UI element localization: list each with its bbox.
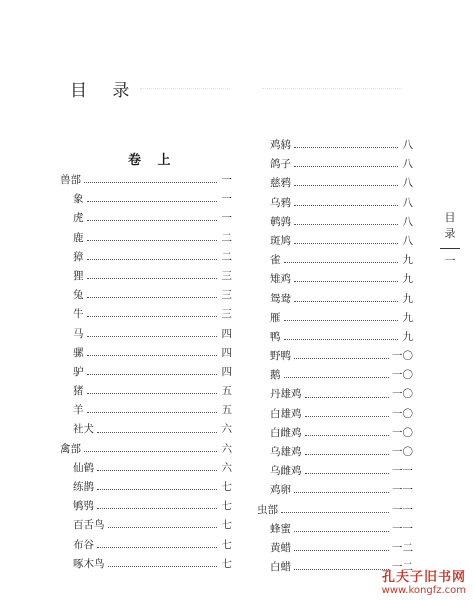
toc-entry: [60, 497, 232, 516]
toc-entry-title: 蜂蜜: [270, 522, 291, 535]
leader-dots: [84, 182, 217, 183]
leader-dots: [305, 435, 390, 436]
toc-entry: [257, 136, 413, 155]
leader-dots: [108, 566, 218, 567]
leader-dots: [87, 201, 218, 202]
toc-entry: [60, 267, 232, 286]
toc-entry-page: 八: [402, 139, 413, 151]
toc-entry-title: 雀: [270, 254, 281, 267]
toc-entry-page: 八: [402, 215, 413, 228]
toc-entry-page: 六: [221, 442, 232, 455]
toc-entry: [60, 516, 232, 535]
toc-entry-page: 五: [221, 385, 232, 398]
toc-entry-page: 一〇: [392, 446, 413, 458]
toc-entry: [257, 520, 413, 539]
running-header: [440, 210, 460, 267]
toc-entry-page: 九: [402, 273, 413, 286]
toc-entry-page: 七: [221, 481, 232, 493]
toc-entry-title: 百舌鸟: [73, 519, 105, 532]
bleed-through-line: [140, 88, 230, 89]
toc-entry-title: 骡: [73, 346, 84, 359]
leader-dots: [284, 377, 390, 378]
toc-entry: [60, 420, 232, 439]
toc-entry: [60, 459, 232, 478]
running-header-rule: [440, 248, 460, 249]
leader-dots: [87, 259, 218, 260]
toc-entry-title: 狸: [73, 269, 84, 282]
toc-entry-title: 猪: [73, 385, 84, 398]
toc-entry-page: 一: [221, 193, 232, 206]
toc-entry-title: 雉鸡: [270, 273, 291, 286]
running-header-label: [440, 210, 460, 242]
toc-entry: [60, 209, 232, 228]
toc-entry-page: 九: [402, 292, 413, 305]
toc-entry: [257, 194, 413, 213]
leader-dots: [305, 397, 390, 398]
toc-entry-page: 六: [221, 423, 232, 436]
toc-entry: [257, 385, 413, 404]
toc-entry-page: 一: [221, 174, 232, 186]
toc-entry-page: 四: [221, 327, 232, 340]
leader-dots: [305, 416, 390, 417]
toc-entry: [257, 174, 413, 193]
leader-dots: [294, 224, 398, 225]
leader-dots: [87, 316, 218, 317]
toc-entry-page: 八: [402, 177, 413, 190]
toc-entry: [257, 155, 413, 174]
toc-entry-title: 虫部: [257, 503, 278, 516]
toc-entry: [257, 539, 413, 558]
toc-entry-title: 兔: [73, 289, 84, 302]
toc-entry-title: 野鸭: [270, 350, 291, 363]
toc-entry: [60, 401, 232, 420]
toc-entry-page: 二: [221, 231, 232, 244]
running-header-char: 目: [444, 211, 456, 224]
toc-section-entry: [257, 501, 413, 520]
leader-dots: [294, 301, 398, 302]
toc-entry: [257, 251, 413, 270]
toc-entry: [60, 190, 232, 209]
toc-entry-title: 白蜡: [270, 561, 291, 574]
leader-dots: [294, 205, 398, 206]
toc-entry-title: 鸽子: [270, 158, 291, 171]
toc-entry-page: 四: [221, 346, 232, 359]
toc-entry-page: 一一: [392, 503, 413, 516]
toc-entry: [257, 290, 413, 309]
toc-entry-title: 马: [73, 327, 84, 340]
toc-entry-page: 一二: [392, 561, 413, 574]
leader-dots: [305, 454, 390, 455]
leader-dots: [294, 185, 398, 186]
toc-entry: [60, 344, 232, 363]
toc-entry-page: 一一: [392, 522, 413, 535]
page-number: 一: [444, 254, 456, 267]
toc-entry-page: 二: [221, 250, 232, 263]
toc-entry-title: 鸭: [270, 330, 281, 343]
toc-entry-title: 白雄鸡: [270, 407, 302, 420]
toc-entry: [257, 481, 413, 500]
leader-dots: [294, 358, 389, 359]
toc-entry-title: 丹雄鸡: [270, 388, 302, 401]
leader-dots: [294, 531, 389, 532]
toc-entry: [60, 248, 232, 267]
leader-dots: [97, 489, 217, 490]
toc-entry: [60, 325, 232, 344]
leader-dots: [87, 278, 218, 279]
leader-dots: [294, 281, 398, 282]
toc-entry-page: 三: [221, 308, 232, 321]
toc-entry-page: 一一: [392, 484, 413, 497]
toc-entry-page: 一〇: [392, 388, 413, 401]
leader-dots: [97, 432, 217, 433]
leader-dots: [294, 492, 389, 493]
leader-dots: [87, 355, 218, 356]
toc-entry: [60, 478, 232, 497]
toc-right-column: [257, 136, 413, 577]
toc-entry: [257, 366, 413, 385]
toc-entry-title: 乌雄鸡: [270, 446, 302, 458]
leader-dots: [284, 320, 399, 321]
toc-entry-title: 慈鸦: [270, 177, 291, 190]
toc-entry-page: 七: [221, 500, 232, 513]
leader-dots: [281, 512, 389, 513]
toc-entry-page: 六: [221, 461, 232, 474]
toc-entry-page: 九: [402, 311, 413, 324]
toc-entry-page: 一〇: [392, 407, 413, 420]
toc-entry: [60, 536, 232, 555]
toc-entry-page: 七: [221, 538, 232, 551]
toc-entry-title: 社犬: [73, 423, 94, 436]
toc-entry-page: 三: [221, 269, 232, 282]
toc-entry-title: 獐: [73, 250, 84, 263]
toc-entry: [257, 328, 413, 347]
leader-dots: [294, 569, 389, 570]
toc-entry: [60, 229, 232, 248]
toc-entry: [257, 443, 413, 462]
toc-entry-title: 鹌鹑: [270, 215, 291, 228]
toc-entry-title: 驴: [73, 365, 84, 378]
toc-entry: [257, 347, 413, 366]
leader-dots: [87, 374, 218, 375]
watermark-url: www.kongfz.com: [381, 585, 466, 596]
toc-entry: [257, 405, 413, 424]
toc-entry-page: 一〇: [392, 426, 413, 439]
leader-dots: [87, 336, 218, 337]
toc-entry-title: 鸳鸯: [270, 292, 291, 305]
toc-entry-title: 鸡鸫: [270, 139, 291, 151]
toc-entry: [60, 286, 232, 305]
toc-entry-page: 七: [221, 519, 232, 532]
toc-entry-title: 练鹊: [73, 481, 94, 493]
leader-dots: [97, 508, 217, 509]
toc-entry-page: 一〇: [392, 350, 413, 363]
toc-entry-page: 九: [402, 330, 413, 343]
leader-dots: [84, 451, 217, 452]
toc-entry: [257, 462, 413, 481]
leader-dots: [294, 243, 398, 244]
toc-entry-page: 九: [402, 254, 413, 267]
toc-entry-page: 一二: [392, 541, 413, 554]
leader-dots: [294, 166, 398, 167]
toc-entry-page: 四: [221, 365, 232, 378]
toc-entry-page: 一〇: [392, 369, 413, 382]
toc-entry-title: 象: [73, 193, 84, 206]
leader-dots: [108, 527, 218, 528]
leader-dots: [305, 473, 390, 474]
toc-section-entry: [60, 171, 232, 190]
toc-entry-title: 仙鹤: [73, 461, 94, 474]
toc-entry-page: 三: [221, 289, 232, 302]
page-title: 目 录: [70, 81, 140, 101]
leader-dots: [294, 550, 389, 551]
toc-entry-title: 布谷: [73, 538, 94, 551]
leader-dots: [97, 547, 217, 548]
leader-dots: [87, 240, 218, 241]
toc-entry-title: 鹿: [73, 231, 84, 244]
toc-entry-page: 一一: [392, 465, 413, 478]
toc-entry-title: 虎: [73, 212, 84, 225]
leader-dots: [87, 412, 218, 413]
toc-section-entry: [60, 440, 232, 459]
toc-entry-page: 五: [221, 404, 232, 417]
watermark-text: 孔夫子旧书网: [381, 570, 466, 585]
volume-heading: 卷 上: [128, 153, 177, 168]
leader-dots: [87, 393, 218, 394]
toc-entry: [257, 309, 413, 328]
toc-entry: [257, 232, 413, 251]
running-header-char: 录: [444, 227, 456, 240]
bleed-through-line: [262, 88, 402, 89]
toc-entry: [60, 363, 232, 382]
toc-entry: [257, 424, 413, 443]
toc-left-column: [60, 171, 232, 574]
leader-dots: [284, 262, 399, 263]
toc-entry-title: 斑鸠: [270, 234, 291, 247]
leader-dots: [294, 147, 398, 148]
toc-entry-title: 鹅: [270, 369, 281, 382]
leader-dots: [87, 297, 218, 298]
watermark: [382, 566, 466, 596]
toc-entry-title: 啄木鸟: [73, 557, 105, 570]
toc-entry-title: 乌雌鸡: [270, 465, 302, 478]
toc-entry: [60, 382, 232, 401]
toc-entry-page: 八: [402, 196, 413, 209]
toc-entry-title: 乌鸦: [270, 196, 291, 209]
leader-dots: [87, 220, 218, 221]
leader-dots: [284, 339, 399, 340]
toc-entry-title: 兽部: [60, 174, 81, 186]
toc-entry-title: 黄蜡: [270, 541, 291, 554]
toc-entry-title: 牛: [73, 308, 84, 321]
toc-entry: [60, 555, 232, 574]
toc-entry-page: 一: [221, 212, 232, 225]
toc-entry-title: 雁: [270, 311, 281, 324]
toc-entry: [60, 305, 232, 324]
toc-entry-page: 八: [402, 234, 413, 247]
toc-entry-title: 羊: [73, 404, 84, 417]
toc-entry: [257, 213, 413, 232]
toc-entry-title: 禽部: [60, 442, 81, 455]
toc-entry-page: 八: [402, 158, 413, 171]
leader-dots: [97, 470, 217, 471]
toc-entry-page: 七: [221, 557, 232, 570]
toc-entry-title: 白雌鸡: [270, 426, 302, 439]
toc-entry-title: 鸡卵: [270, 484, 291, 497]
toc-entry: [257, 270, 413, 289]
toc-entry-title: 鸲鸮: [73, 500, 94, 513]
